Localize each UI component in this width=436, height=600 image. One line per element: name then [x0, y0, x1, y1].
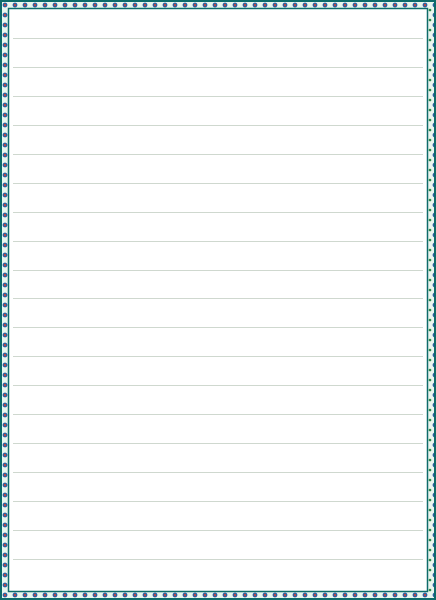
- text-line: [13, 445, 423, 473]
- text-line: [13, 11, 423, 39]
- text-line: [13, 416, 423, 444]
- text-line: [13, 127, 423, 155]
- text-line: [13, 532, 423, 560]
- text-line: [13, 329, 423, 357]
- text-block: [10, 10, 426, 590]
- text-line: [13, 69, 423, 97]
- text-line: [13, 503, 423, 531]
- text-line: [13, 98, 423, 126]
- text-line: [13, 214, 423, 242]
- text-line: [13, 561, 423, 589]
- text-line: [13, 243, 423, 271]
- text-line: [13, 387, 423, 415]
- text-line: [13, 156, 423, 184]
- text-line: [13, 358, 423, 386]
- text-line: [13, 474, 423, 502]
- text-line: [13, 185, 423, 213]
- text-line: [13, 300, 423, 328]
- text-line: [13, 40, 423, 68]
- text-line: [13, 271, 423, 299]
